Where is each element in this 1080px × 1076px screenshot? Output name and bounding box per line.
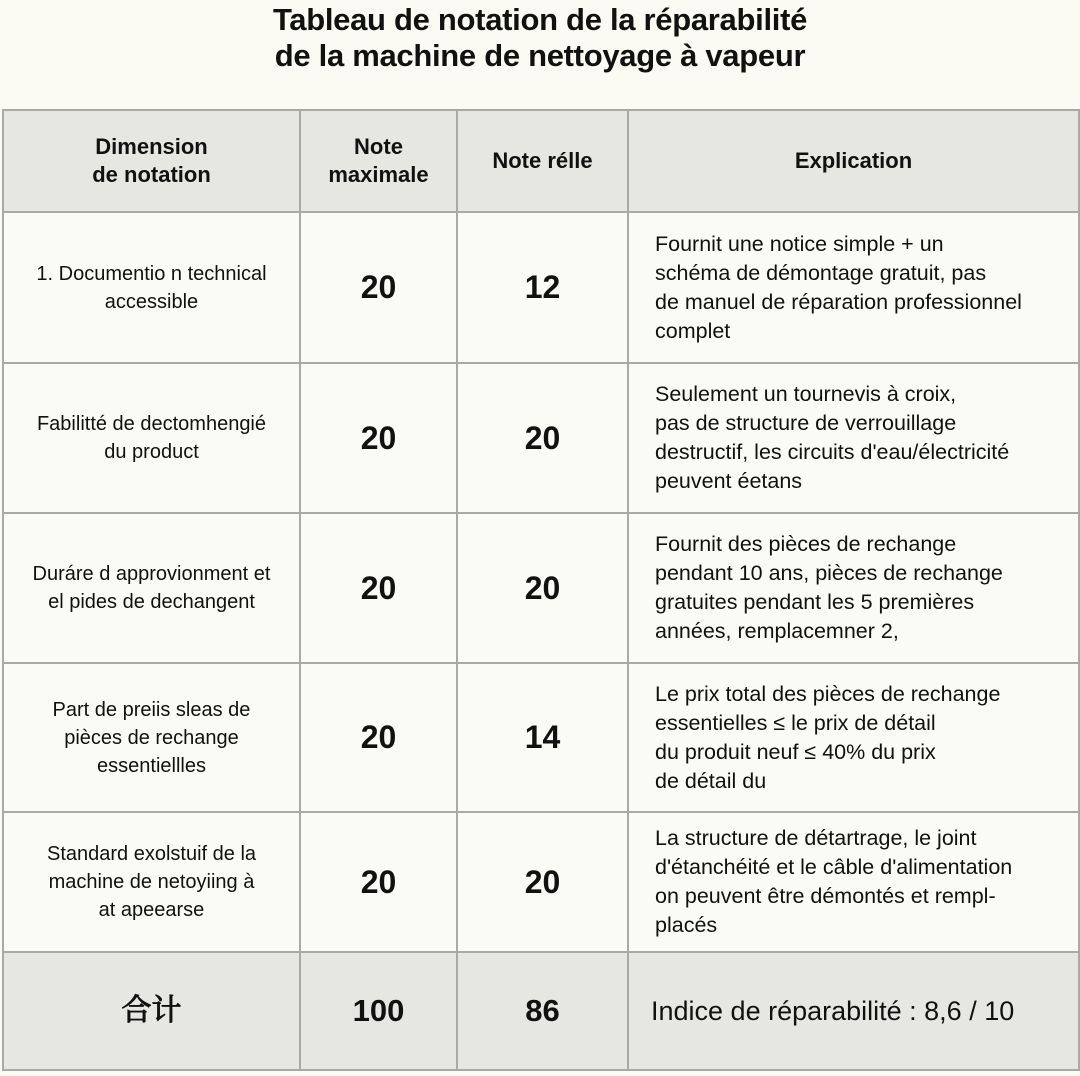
max-score-cell: 20	[300, 812, 457, 952]
table-row	[3, 513, 1079, 663]
dimension-cell: Standard exolstuif de la machine de netoyiing à at apeearse	[3, 812, 300, 952]
table-row	[3, 812, 1079, 952]
table-row	[3, 663, 1079, 812]
title-line-1: Tableau de notation de la réparabilité	[272, 2, 808, 37]
max-score-cell: 20	[300, 663, 457, 812]
header-max-score: Note maximale	[300, 110, 457, 212]
table-row	[3, 363, 1079, 513]
header-actual-score: Note rélle	[457, 110, 628, 212]
repairability-table	[2, 109, 1080, 1071]
total-label: 合计	[3, 952, 300, 1070]
actual-score-cell: 20	[457, 513, 628, 663]
total-max-score: 100	[300, 952, 457, 1070]
table-row	[3, 212, 1079, 363]
explanation-cell: Seulement un tournevis à croix, pas de structure de verrouillage destructif, les circuits d'eau/électricité peuvent éetans	[628, 363, 1079, 513]
max-score-cell: 20	[300, 212, 457, 363]
actual-score-cell: 20	[457, 812, 628, 952]
header-explanation: Explication	[628, 110, 1079, 212]
dimension-cell: Duráre d approvionment et el pides de dechangent	[3, 513, 300, 663]
max-score-cell: 20	[300, 363, 457, 513]
explanation-cell: Fournit des pièces de rechange pendant 10 ans, pièces de rechange gratuites pendant les 5 premières années, remplacemner 2,	[628, 513, 1079, 663]
explanation-cell: Le prix total des pièces de rechange essentielles ≤ le prix de détail du produit neuf ≤ 40% du prix de détail du	[628, 663, 1079, 812]
total-row	[3, 952, 1079, 1070]
repairability-index: Indice de réparabilité : 8,6 / 10	[628, 952, 1079, 1070]
explanation-cell: La structure de détartrage, le joint d'étanchéité et le câble d'alimentation on peuvent être démontés et rempl- placés	[628, 812, 1079, 952]
dimension-cell: Fabilitté de dectomhengié du product	[3, 363, 300, 513]
actual-score-cell: 14	[457, 663, 628, 812]
page-title	[0, 0, 1080, 74]
header-row	[3, 110, 1079, 212]
max-score-cell: 20	[300, 513, 457, 663]
actual-score-cell: 20	[457, 363, 628, 513]
title-line-2: de la machine de nettoyage à vapeur	[274, 38, 806, 73]
total-actual-score: 86	[457, 952, 628, 1070]
actual-score-cell: 12	[457, 212, 628, 363]
dimension-cell: 1. Documentio n technical accessible	[3, 212, 300, 363]
explanation-cell: Fournit une notice simple + un schéma de démontage gratuit, pas de manuel de réparation professionnel complet	[628, 212, 1079, 363]
header-dimension: Dimension de notation	[3, 110, 300, 212]
dimension-cell: Part de preiis sleas de pièces de rechange essentiellles	[3, 663, 300, 812]
